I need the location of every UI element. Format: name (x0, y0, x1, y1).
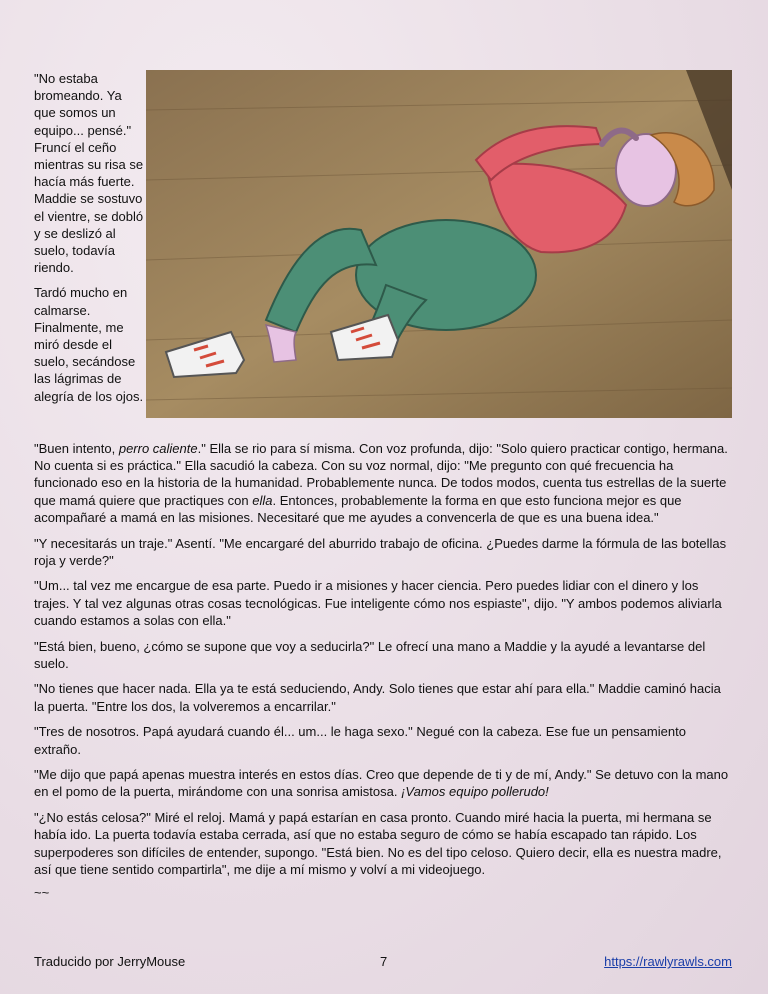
paragraph-2: "Y necesitarás un traje." Asentí. "Me encargaré del aburrido trabajo de oficina. ¿Puedes darme la fórmula de las botellas roja y verde?" (34, 535, 727, 568)
paragraph-3: "Um... tal vez me encargue de esa parte. Puedo ir a misiones y hacer ciencia. Pero puedes lidiar con el dinero y los trajes. Y tal vez algunas otras cosas tecnológicas. Fue inteligente cómo nos espiaste", dijo. "Y ambos podemos aliviarla cuando estamos a solas con ella." (34, 578, 722, 628)
paragraph-1-part-2: ." Ella se rio para sí misma. Con voz profunda, dijo: "Solo quiero practicar contigo, hermana. No cuenta si es práctica." Ella sacudió la cabeza. Con su voz normal, dijo: "Me pregunto con qué frecuencia ha funcionado eso en la historia de la humanidad. Probablemente nunca. De todos modos, cuenta tus estrellas de la suerte que mamá quiere que practiques con (34, 441, 728, 508)
paragraph-6: "Tres de nosotros. Papá ayudará cuando él... um... le haga sexo." Negué con la cabeza. Ese fue un pensamiento extraño. (34, 724, 686, 757)
story-body (34, 440, 734, 886)
paragraph-1-part-1: "Buen intento, (34, 441, 119, 456)
paragraph-7 (34, 766, 734, 800)
translator-credit: Traducido por JerryMouse (34, 954, 186, 969)
paragraph-1-part-3: . Entonces, probablemente la forma en que esto funciona mejor es que acompañaré a mamá en las misiones. Necesitaré que me ayudes a convencerla de que es una buena idea." (34, 492, 682, 525)
paragraph-4: "Está bien, bueno, ¿cómo se supone que voy a seducirla?" Le ofrecí una mano a Maddie y la ayudé a levantarse del suelo. (34, 638, 706, 671)
paragraph-1 (34, 440, 734, 526)
paragraph-5: "No tienes que hacer nada. Ella ya te está seduciendo, Andy. Solo tienes que estar ahí para ella." Maddie caminó hacia la puerta. "Entre los dos, la volveremos a encarrilar." (34, 681, 721, 714)
page-number: 7 (380, 954, 388, 969)
paragraph-1-emphasis-1: perro caliente (118, 441, 198, 456)
section-separator: ~~ (34, 885, 50, 900)
paragraph-7-emphasis: ¡Vamos equipo pollerudo! (401, 784, 549, 800)
illustration-woman-on-floor (146, 70, 732, 418)
paragraph-8: "¿No estás celosa?" Miré el reloj. Mamá y papá estarían en casa pronto. Cuando miré hacia la puerta, mi hermana se había ido. La puerta todavía estaba cerrada, así que no estaba seguro de cómo se había escapado tan rápido. Los superpoderes son difíciles de entender, supongo. "Está bien. No es del tipo celoso. Quiero decir, ella es nuestra madre, así que tiene sentido compartirla", me dije a mí mismo y volví a mi videojuego. (34, 810, 722, 877)
paragraph-1-emphasis-2: ella (252, 492, 273, 508)
paragraph-7-part-1: "Me dijo que papá apenas muestra interés en estos días. Creo que depende de ti y de mí, Andy." Se detuvo con la mano en el pomo de la puerta, mirándome con una sonrisa amistosa. (34, 767, 729, 800)
left-paragraph-2: Tardó mucho en calmarse. Finalmente, me miró desde el suelo, secándose las lágrimas de alegría de los ojos. (34, 285, 144, 404)
left-column-text (34, 70, 146, 413)
website-link[interactable]: https://rawlyrawls.com (604, 954, 732, 969)
left-paragraph-1: "No estaba bromeando. Ya que somos un equipo... pensé." Fruncí el ceño mientras su risa se hacía más fuerte. Maddie se sostuvo el vientre, se dobló y se deslizó al suelo, todavía riendo. (34, 71, 144, 276)
illustration-drawing (146, 70, 732, 418)
